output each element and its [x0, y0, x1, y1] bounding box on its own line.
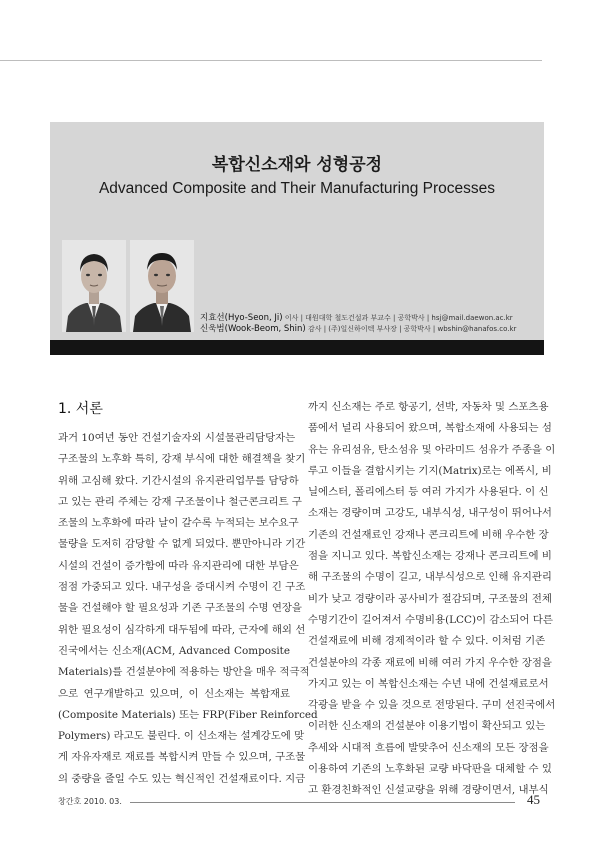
text-line: 고 환경친화적인 신설교량을 위해 경량이면서, 내부식: [308, 784, 549, 797]
author-line-2: [200, 322, 516, 334]
text-line: 비가 낮고 경량이라 공사비가 절감되며, 구조물의 전체: [308, 592, 552, 605]
text-line: 과거 10여년 동안 건설기술자외 시설물관리담당자는: [58, 432, 296, 444]
text-line: 해 구조물의 수명이 길고, 내부식성으로 인해 유지관리: [308, 571, 552, 584]
text-line: 기존의 건설재료인 강재나 콘크리트에 비해 우수한 장: [308, 528, 549, 541]
text-line: 수명기간이 길어져서 수명비용(LCC)이 감소되어 다른: [308, 613, 553, 626]
text-line: (Composite Materials) 또는 FRP(Fiber Reinforced: [58, 708, 318, 721]
text-line: 의 중량을 줄일 수도 있는 혁신적인 건설재료이다. 지금: [58, 772, 306, 785]
text-line: 조물의 노후화에 따라 날이 갈수록 누적되는 보수요구: [58, 517, 299, 530]
text-line: 물을 건설해야 할 필요성과 기존 구조물의 수명 연장을: [58, 602, 302, 615]
footer-rule: [130, 802, 515, 803]
text-line: Polymers) 라고도 불린다. 이 신소재는 설계강도에 맞: [58, 730, 305, 743]
author-name: 지효선(Hyo-Seon, Ji): [200, 313, 283, 323]
text-line: 이러한 신소재의 건설분야 이용기법이 확산되고 있는: [308, 720, 546, 733]
text-line: 추세와 시대적 흐름에 발맞추어 신소재의 모든 장점을: [308, 741, 549, 754]
text-line: 닐에스터, 폴리에스터 등 여러 가지가 사용된다. 이 신: [308, 486, 549, 499]
top-rule: [0, 60, 542, 61]
text-line: 위한 필요성이 심각하게 대두됨에 따라, 근자에 해외 선: [58, 623, 306, 636]
text-line: 유는 유리섬유, 탄소섬유 및 아라미드 섬유가 주종을 이: [308, 443, 556, 456]
text-line: Materials)를 건설분야에 적용하는 방안을 매우 적극적: [58, 666, 310, 679]
author-details: 이사 | 대원대학 철도건설과 부교수 | 공학박사 | hsj@mail.daewon.ac.kr: [282, 314, 513, 322]
article-title-korean: 복합신소재와 성형공정: [211, 155, 383, 175]
text-line: 건설재료에 비해 경제적이라 할 수 있다. 이처럼 기존: [308, 635, 546, 648]
text-line: 품에서 널리 사용되어 왔으며, 복합소재에 사용되는 섬: [308, 422, 552, 435]
text-line: 루고 이들을 결합시키는 기지(Matrix)로는 에폭시, 비: [308, 464, 552, 477]
text-line: 고 있는 관리 주체는 강재 구조물이나 철근콘크리트 구: [58, 495, 302, 508]
text-line: 시설의 건설이 증가함에 따라 유지관리에 대한 부담은: [58, 559, 299, 572]
text-line: 게 자유자재로 재료를 복합시켜 만들 수 있으며, 구조물: [58, 751, 306, 764]
text-line: 위해 고심해 왔다. 기간시설의 유지관리업무를 담당하: [58, 474, 299, 487]
footer-issue: 창간호 2010. 03.: [58, 797, 122, 806]
text-line: 이용하여 기존의 노후화된 교량 바닥판을 대체할 수 있: [308, 763, 552, 776]
author-details: 감사 | (주)일신하이텍 부사장 | 공학박사 | wbshin@hanafos.co.kr: [305, 325, 517, 333]
article-title-english: Advanced Composite and Their Manufacturing Processes: [98, 180, 496, 197]
header-dark-band: [50, 340, 544, 355]
text-line: 진국에서는 신소재(ACM, Advanced Composite: [58, 644, 290, 657]
author-photo-ji: [62, 240, 126, 332]
author-photo-shin: [130, 240, 194, 332]
left-text-column: [58, 428, 318, 790]
page-number: 45: [527, 792, 540, 807]
text-line: 각광을 받을 수 있을 것으로 전망된다. 구미 선진국에서: [308, 699, 556, 712]
text-line: 점을 지니고 있다. 복합신소재는 강재나 콘크리트에 비: [308, 550, 552, 563]
text-line: 소재는 경량이며 고강도, 내부식성, 내구성이 뛰어나서: [308, 507, 552, 520]
text-line: 까지 신소재는 주로 항공기, 선박, 자동차 및 스포츠용: [308, 401, 549, 413]
text-line: 으로 연구개발하고 있으며, 이 신소재는 복합재료: [58, 687, 290, 700]
right-text-column: [308, 397, 556, 802]
author-name: 신욱범(Wook-Beom, Shin): [200, 324, 306, 334]
text-line: 구조물의 노후화 특히, 강재 부식에 대한 해결책을 찾기: [58, 453, 306, 466]
text-line: 건설분야의 각종 재료에 비해 여러 가지 우수한 장점을: [308, 656, 552, 669]
text-line: 물량을 도저히 감당할 수 없게 되었다. 뿐만아니라 기간: [58, 538, 306, 551]
section-heading: 1. 서론: [58, 401, 103, 417]
text-line: 가지고 있는 이 복합신소재는 수년 내에 건설재료로서: [308, 677, 549, 690]
text-line: 점점 가중되고 있다. 내구성을 증대시켜 수명이 긴 구조: [58, 581, 306, 594]
